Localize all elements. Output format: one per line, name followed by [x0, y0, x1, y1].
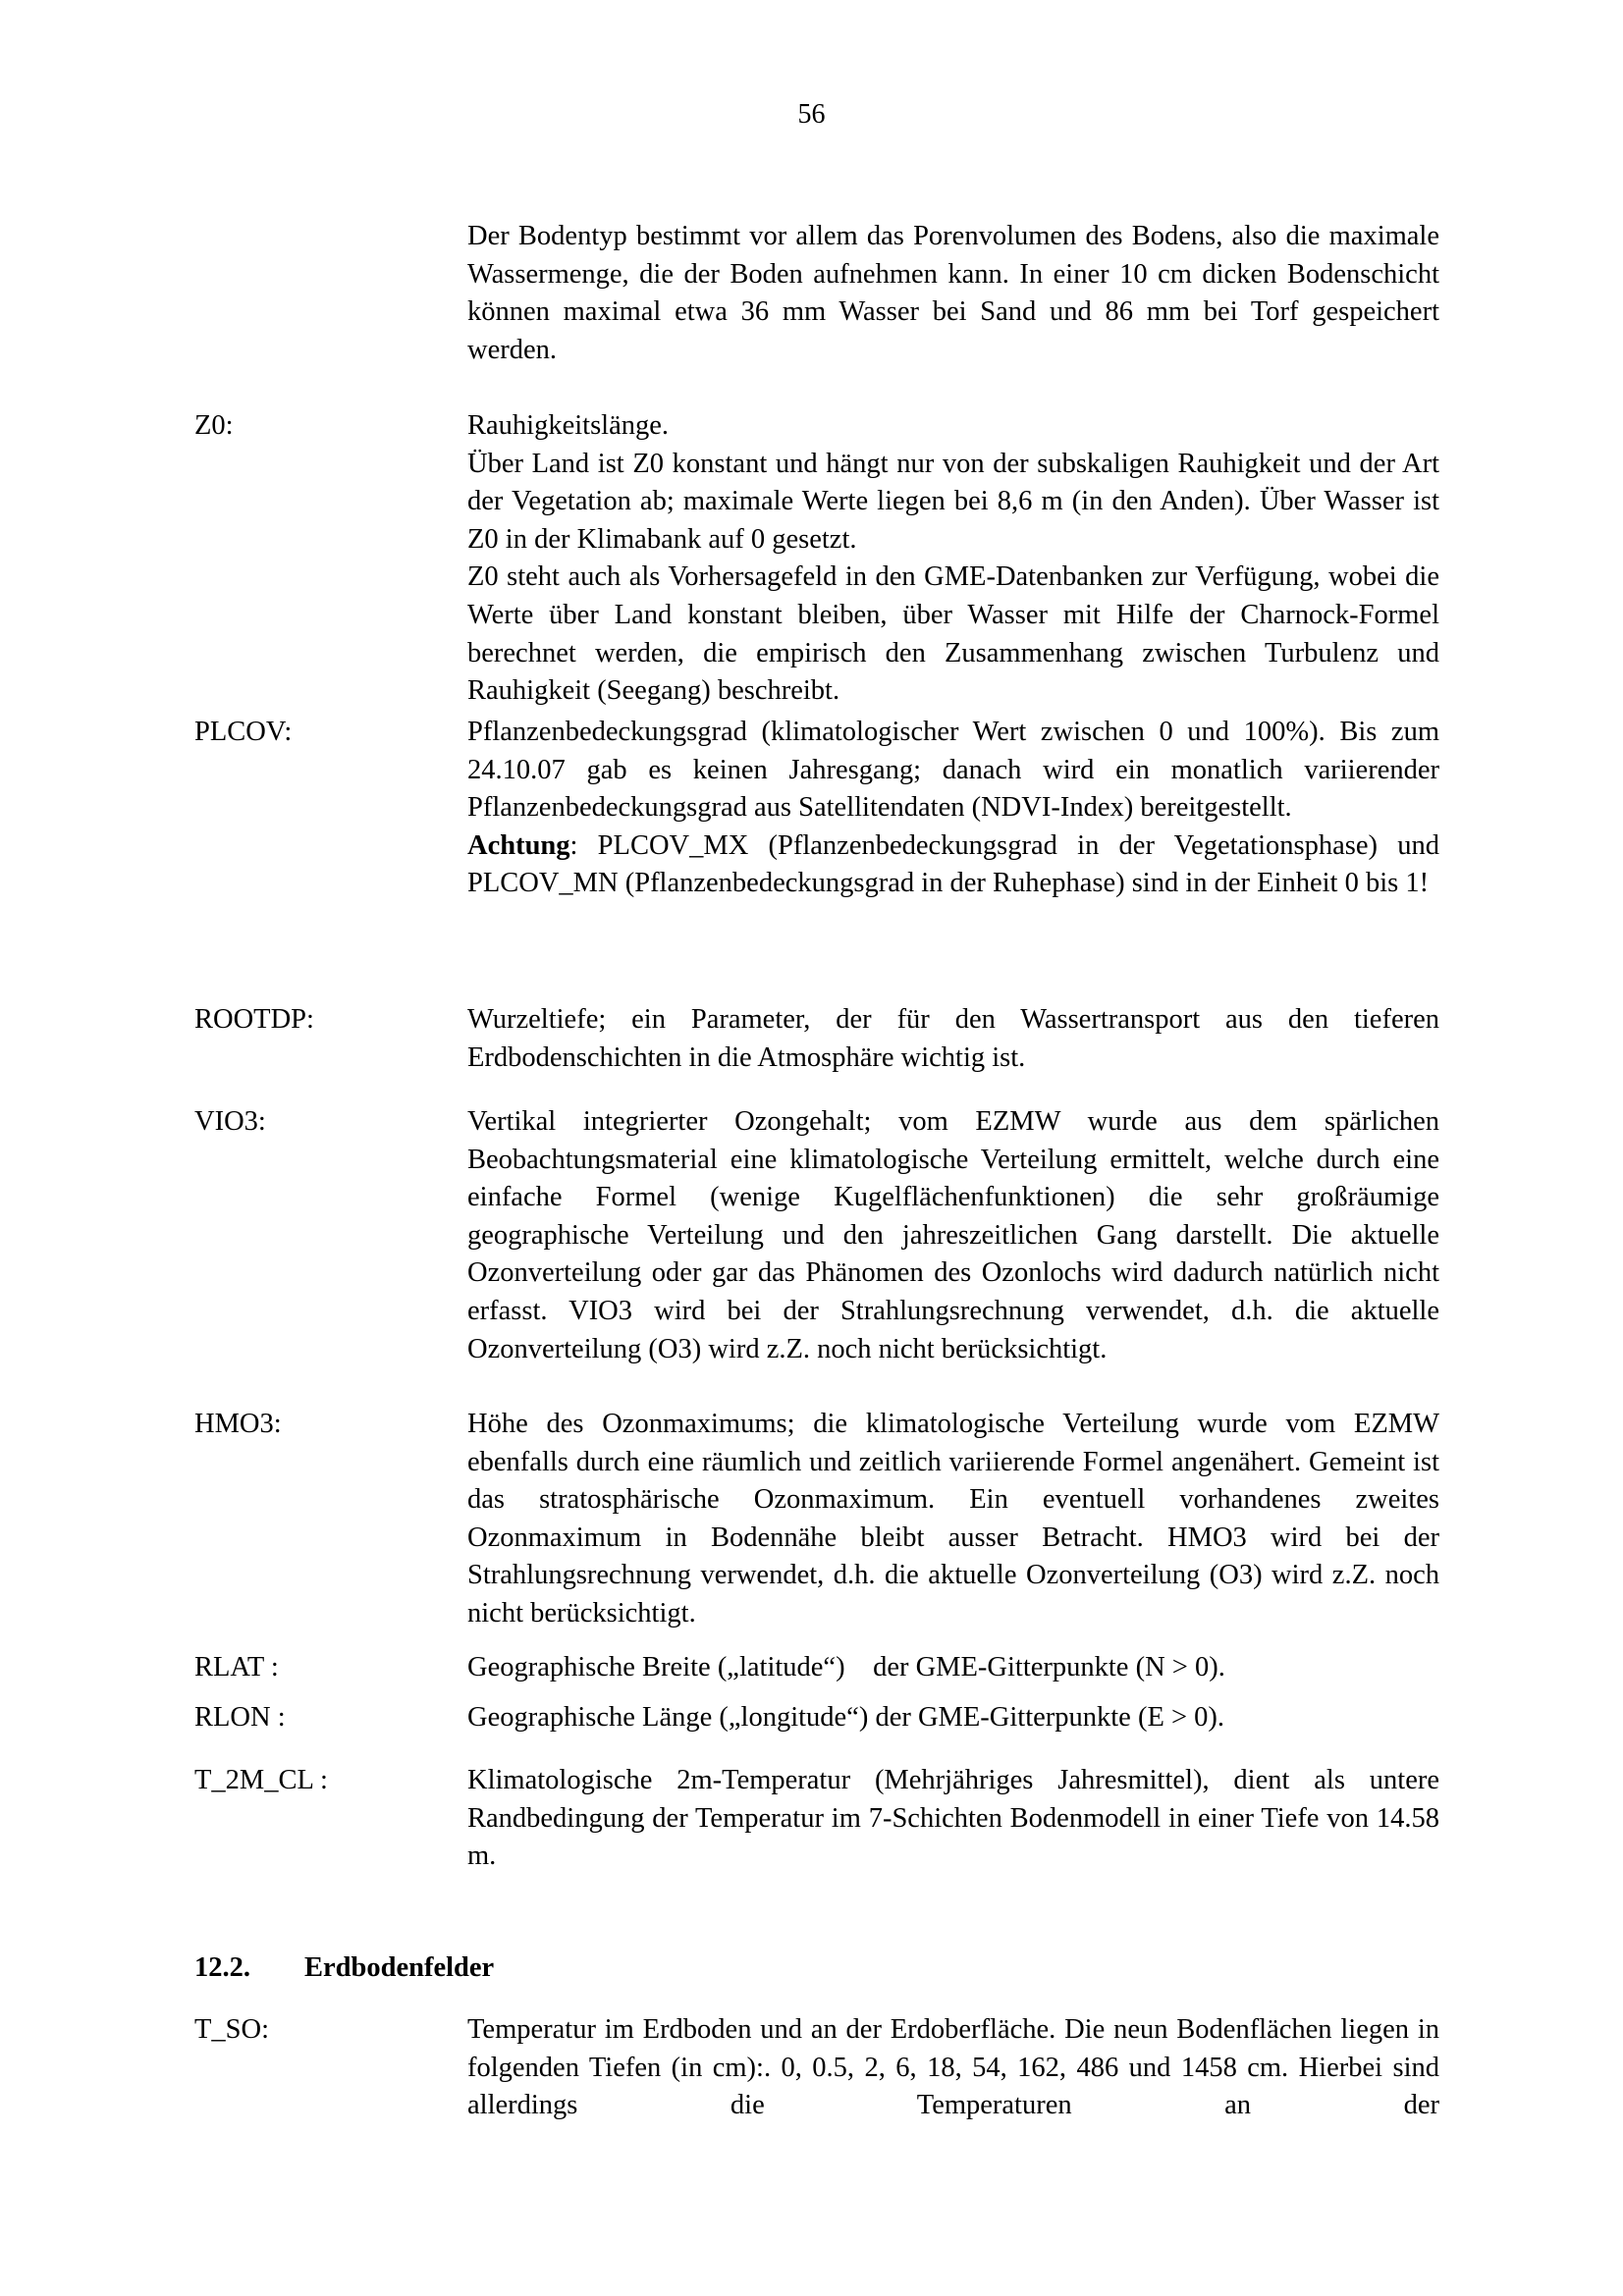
- description-paragraph: Über Land ist Z0 konstant und hängt nur von der subskaligen Rauhigkeit und der Art der Vegetation ab; maximale Werte liegen bei 8,6 m (in den Anden). Über Wasser ist Z0 in der Klimabank auf 0 gesetzt.: [467, 448, 1439, 555]
- term-description: Wurzeltiefe; ein Parameter, der für den Wassertransport aus den tieferen Erdbodenschichten in die Atmosphäre wichtig ist.: [467, 1004, 1439, 1073]
- entry-tso: [194, 2011, 1439, 2125]
- entry-rlon: [194, 1699, 1439, 1737]
- term-description: Klimatologische 2m-Temperatur (Mehrjähriges Jahresmittel), dient als untere Randbedingung der Temperatur im 7-Schichten Bodenmodell in einer Tiefe von 14.58 m.: [467, 1765, 1439, 1872]
- section-heading: [194, 1949, 494, 1987]
- term-label: Z0:: [194, 410, 234, 441]
- note-label: Achtung: [467, 829, 570, 861]
- entry-hmo3: [194, 1406, 1439, 1633]
- term-label: T_SO:: [194, 2014, 270, 2045]
- term-description: Temperatur im Erdboden und an der Erdoberfläche. Die neun Bodenflächen liegen in folgenden Tiefen (in cm):. 0, 0.5, 2, 6, 18, 54, 162, 486 und 1458 cm. Hierbei sind allerdings die Temperaturen an der: [467, 2014, 1439, 2121]
- page-number: 56: [797, 99, 826, 130]
- term-label: HMO3:: [194, 1409, 282, 1439]
- description-paragraph: Z0 steht auch als Vorhersagefeld in den GME-Datenbanken zur Verfügung, wobei die Werte über Land konstant bleiben, über Wasser mit Hilfe der Charnock-Formel berechnet werden, die empirisch den Zusammenhang zwischen Turbulenz und Rauhigkeit (Seegang) beschreibt.: [467, 561, 1439, 707]
- note-paragraph: [467, 828, 1439, 903]
- term-label: ROOTDP:: [194, 1004, 314, 1035]
- term-description: Höhe des Ozonmaximums; die klimatologische Verteilung wurde vom EZMW ebenfalls durch eine räumlich und zeitlich variierende Formel angenähert. Gemeint ist das stratosphärische Ozonmaximum. Ein eventuell vorhandenes zweites Ozonmaximum in Bodennähe bleibt ausser Betracht. HMO3 wird bei der Strahlungsrechnung verwendet, d.h. die aktuelle Ozonverteilung (O3) wird z.Z. noch nicht berücksichtigt.: [467, 1409, 1439, 1629]
- entry-vio3: [194, 1103, 1439, 1368]
- entry-rlat: [194, 1649, 1439, 1687]
- entry-rootdp: [194, 1001, 1439, 1077]
- term-description: Geographische Breite („latitude“) der GME-Gitterpunkte (N > 0).: [467, 1652, 1225, 1682]
- description-paragraph: Rauhigkeitslänge.: [467, 410, 669, 441]
- intro-paragraph: Der Bodentyp bestimmt vor allem das Porenvolumen des Bodens, also die maximale Wassermenge, die der Boden aufnehmen kann. In einer 10 cm dicken Bodenschicht können maximal etwa 36 mm Wasser bei Sand und 86 mm bei Torf gespeichert werden.: [467, 221, 1439, 365]
- term-label: RLAT :: [194, 1652, 279, 1682]
- term-description: Vertikal integrierter Ozongehalt; vom EZMW wurde aus dem spärlichen Beobachtungsmaterial eine klimatologische Verteilung ermittelt, welche durch eine einfache Formel (wenige Kugelflächenfunktionen) die sehr großräumige geographische Verteilung und den jahreszeitlichen Gang darstellt. Die aktuelle Ozonverteilung oder gar das Phänomen des Ozonlochs wird dadurch natürlich nicht erfasst. VIO3 wird bei der Strahlungsrechnung verwendet, d.h. die aktuelle Ozonverteilung (O3) wird z.Z. noch nicht berücksichtigt.: [467, 1106, 1439, 1364]
- term-label: PLCOV:: [194, 717, 293, 747]
- term-label: T_2M_CL :: [194, 1765, 328, 1795]
- entry-t2mcl: [194, 1762, 1439, 1876]
- term-description: [467, 407, 1439, 711]
- section-number: 12.2.: [194, 1952, 250, 1983]
- term-label: RLON :: [194, 1702, 286, 1733]
- term-description: [467, 714, 1439, 903]
- term-label: VIO3:: [194, 1106, 266, 1137]
- entry-plcov: [194, 714, 1439, 903]
- note-text: : PLCOV_MX (Pflanzenbedeckungsgrad in der Vegetationsphase) und PLCOV_MN (Pflanzenbedeckungsgrad in der Ruhephase) sind in der Einheit 0 bis 1!: [467, 829, 1439, 899]
- entry-z0: [194, 407, 1439, 711]
- description-paragraph: Pflanzenbedeckungsgrad (klimatologischer Wert zwischen 0 und 100%). Bis zum 24.10.07 gab es keinen Jahresgang; danach wird ein monatlich variierender Pflanzenbedeckungsgrad aus Satellitendaten (NDVI-Index) bereitgestellt.: [467, 717, 1439, 824]
- section-title: Erdbodenfelder: [304, 1952, 495, 1983]
- term-description: Geographische Länge („longitude“) der GME-Gitterpunkte (E > 0).: [467, 1702, 1225, 1733]
